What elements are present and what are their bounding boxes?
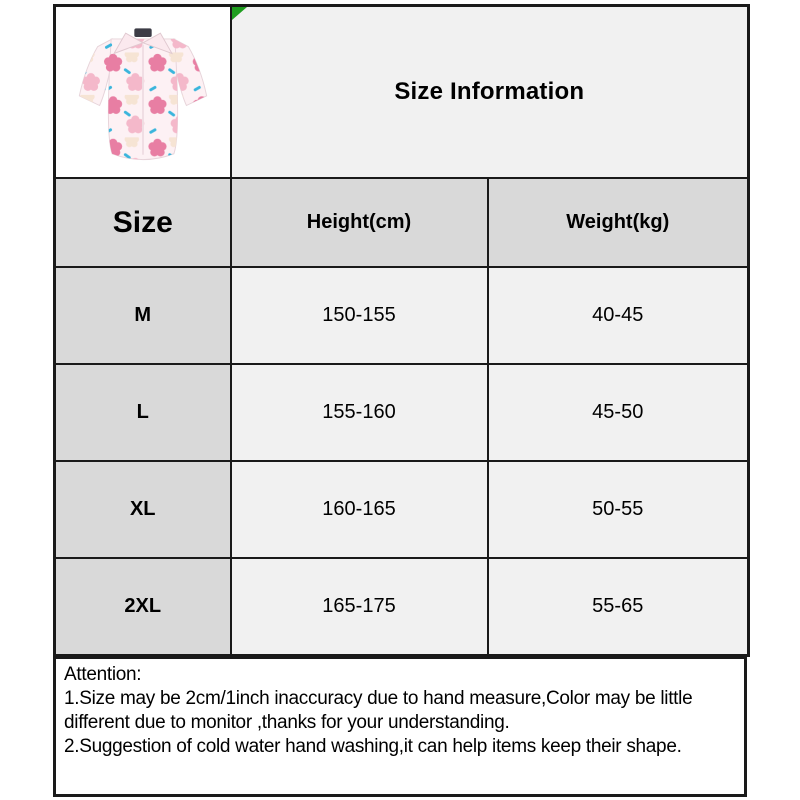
attention-note bbox=[53, 657, 747, 797]
table-row-2xl bbox=[55, 558, 749, 655]
attention-title: Attention: bbox=[64, 663, 142, 685]
col-header-weight: Weight(kg) bbox=[488, 178, 749, 267]
product-image-cell bbox=[55, 6, 231, 179]
attention-line-2: different due to monitor ,thanks for your understanding. bbox=[64, 711, 510, 733]
table-row-m bbox=[55, 267, 749, 364]
size-chart-sheet bbox=[53, 4, 747, 797]
table-row-l bbox=[55, 364, 749, 461]
size-information-banner bbox=[231, 6, 749, 179]
shirt-collar-stand bbox=[134, 28, 151, 37]
weight-value-m: 40-45 bbox=[488, 267, 749, 364]
size-label-m: M bbox=[55, 267, 231, 364]
product-shirt-image bbox=[56, 7, 230, 177]
height-value-xl: 160-165 bbox=[231, 461, 488, 558]
height-value-l: 155-160 bbox=[231, 364, 488, 461]
height-value-m: 150-155 bbox=[231, 267, 488, 364]
weight-value-l: 45-50 bbox=[488, 364, 749, 461]
table-row-banner bbox=[55, 6, 749, 179]
green-corner-marker-icon bbox=[232, 7, 247, 20]
table-header-row bbox=[55, 178, 749, 267]
attention-line-1: 1.Size may be 2cm/1inch inaccuracy due to hand measure,Color may be little bbox=[64, 687, 693, 709]
size-label-2xl: 2XL bbox=[55, 558, 231, 655]
page-title: Size Information bbox=[394, 78, 585, 105]
size-table bbox=[53, 4, 750, 657]
weight-value-2xl: 55-65 bbox=[488, 558, 749, 655]
attention-line-3: 2.Suggestion of cold water hand washing,it can help items keep their shape. bbox=[64, 735, 682, 757]
floral-shirt-icon bbox=[58, 10, 228, 174]
size-label-l: L bbox=[55, 364, 231, 461]
height-value-2xl: 165-175 bbox=[231, 558, 488, 655]
weight-value-xl: 50-55 bbox=[488, 461, 749, 558]
col-header-size: Size bbox=[55, 178, 231, 267]
table-row-xl bbox=[55, 461, 749, 558]
col-header-height: Height(cm) bbox=[231, 178, 488, 267]
size-label-xl: XL bbox=[55, 461, 231, 558]
